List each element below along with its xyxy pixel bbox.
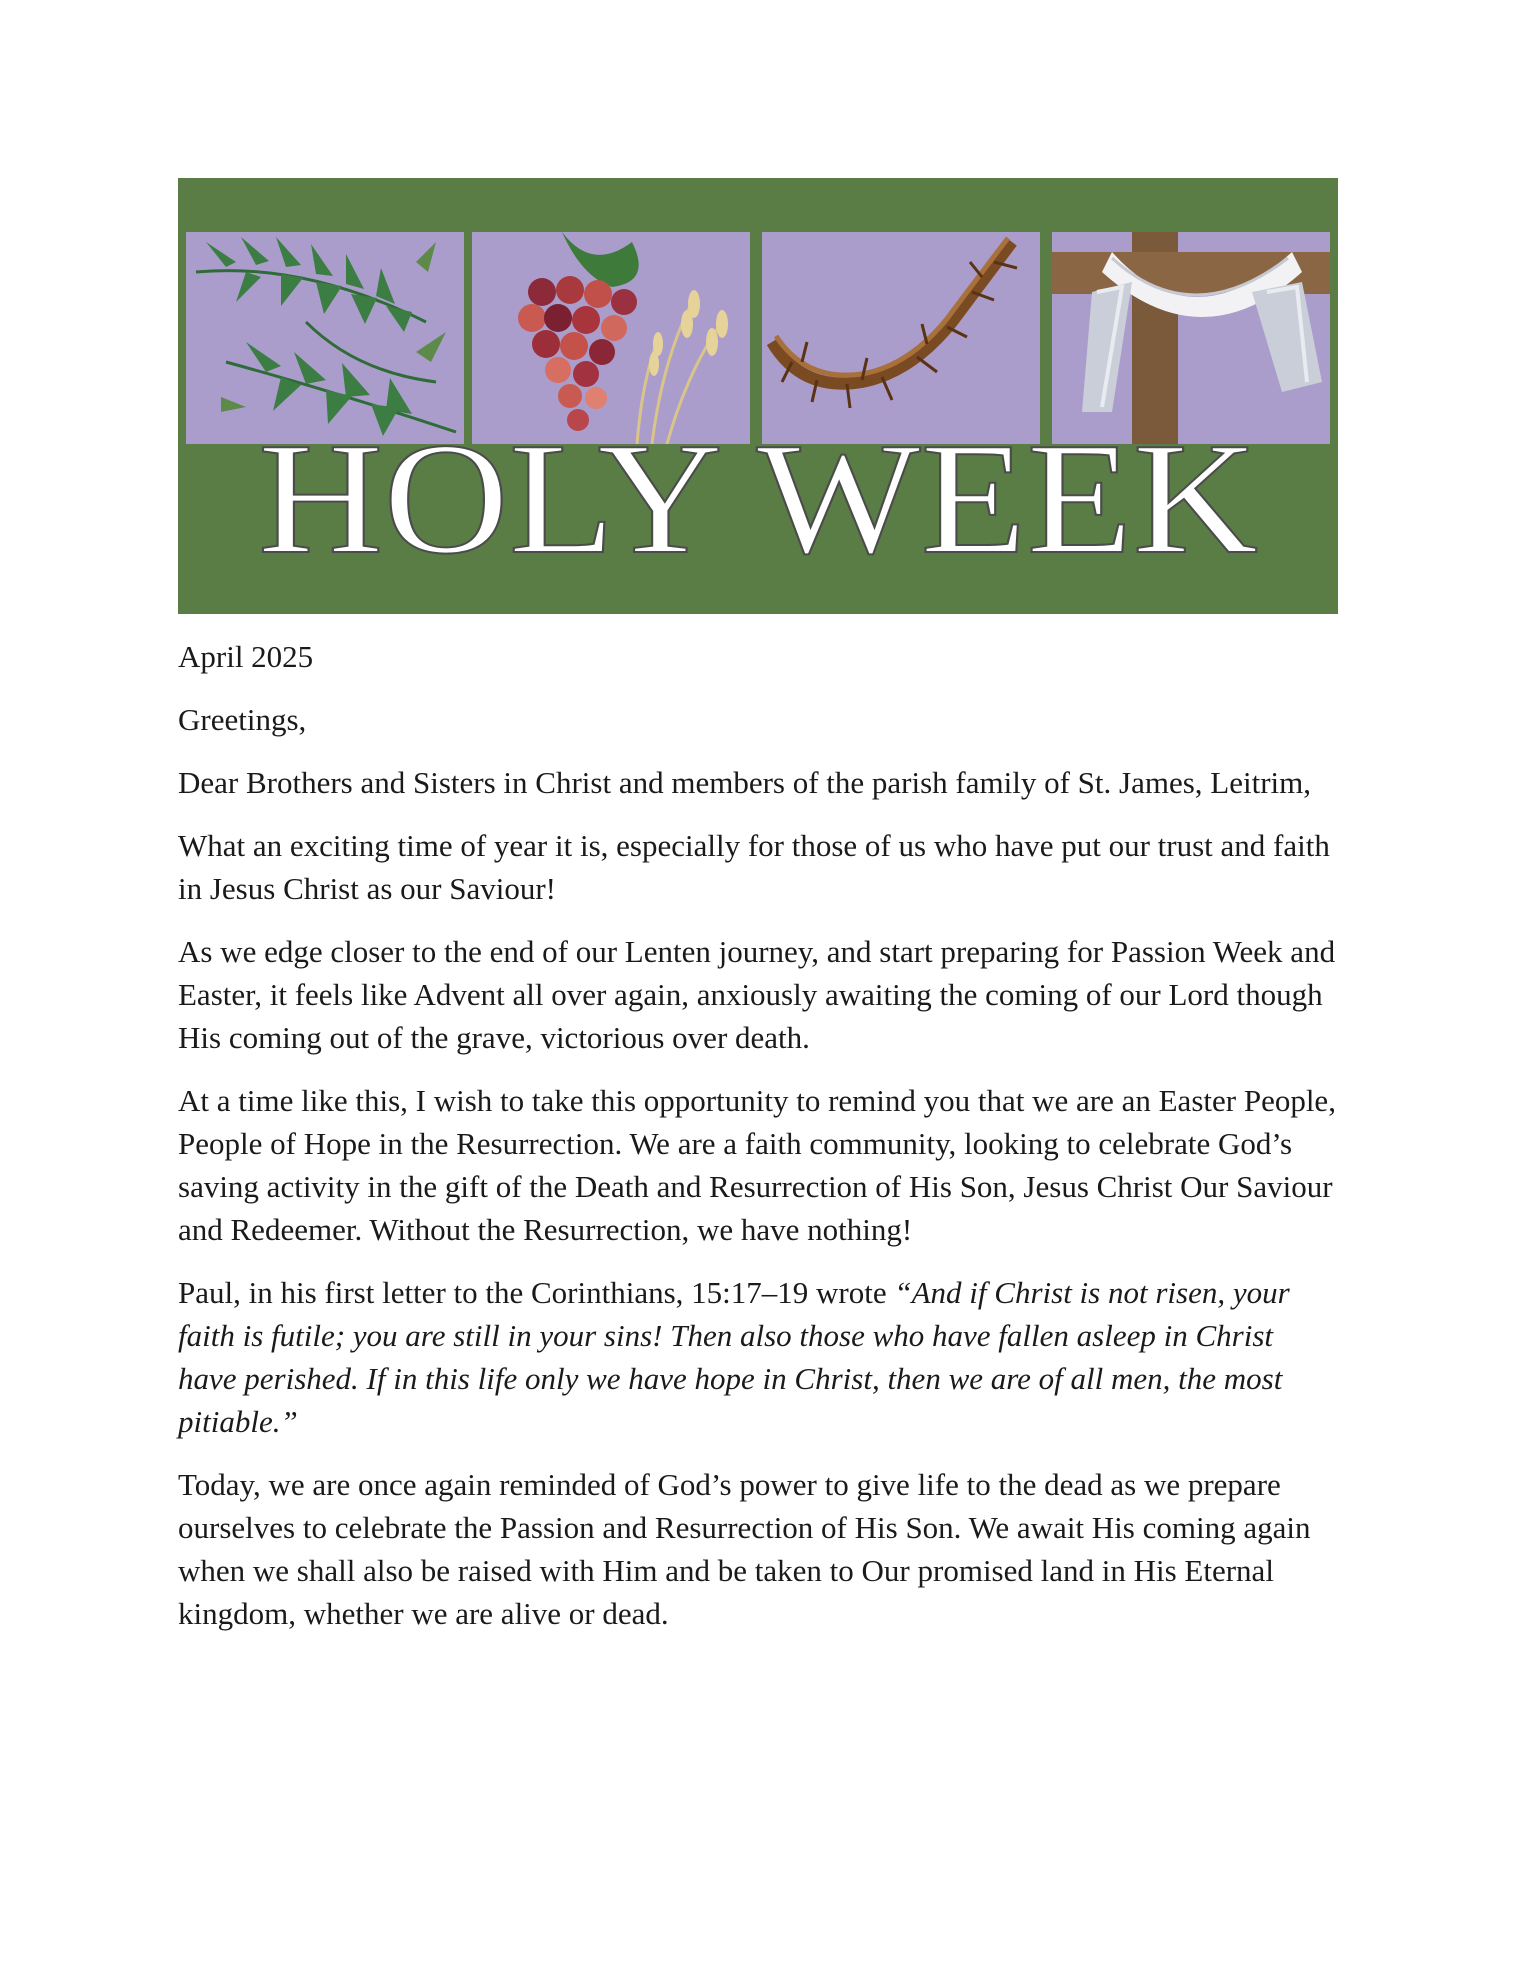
letter-paragraph-2: As we edge closer to the end of our Lenten journey, and start preparing for Passion Week and Easter, it feels like Advent all over again, anxiously awaiting the coming of our Lord though His coming out of the grave, victorious over death.: [178, 934, 1336, 1055]
palm-panel: [186, 232, 464, 444]
crown-of-thorns-icon: [762, 232, 1040, 444]
letter-body: [178, 635, 1338, 1655]
cross-panel: [1052, 232, 1330, 444]
banner-title-text: HOLY WEEK: [258, 430, 1258, 570]
grapes-panel: [472, 232, 750, 444]
crown-panel: [762, 232, 1040, 444]
letter-paragraph-4: [178, 1271, 1338, 1443]
grapes-wheat-icon: [472, 232, 750, 444]
letter-date: April 2025: [178, 639, 314, 674]
scripture-quote: “And if Christ is not risen, your faith is futile; you are still in your sins! Then also those who have fallen asleep in Christ have perished. If in this life only we have hope in Christ, then we are of all men, the most pitiable.”: [178, 1275, 1290, 1439]
letter-address: Dear Brothers and Sisters in Christ and members of the parish family of St. James, Leitrim,: [178, 765, 1311, 800]
letter-paragraph-3: At a time like this, I wish to take this opportunity to remind you that we are an Easter People, People of Hope in the Resurrection. We are a faith community, looking to celebrate God’s saving activity in the gift of the Death and Resurrection of His Son, Jesus Christ Our Saviour and Redeemer. Without the Resurrection, we have nothing!: [178, 1083, 1336, 1247]
quote-intro: Paul, in his first letter to the Corinthians, 15:17–19 wrote: [178, 1275, 895, 1310]
letter-paragraph-5: Today, we are once again reminded of God’s power to give life to the dead as we prepare ourselves to celebrate the Passion and Resurrection of His Son. We await His coming again when we shall also be raised with Him and be taken to Our promised land in His Eternal kingdom, whether we are alive or dead.: [178, 1467, 1311, 1631]
banner-title: [178, 430, 1338, 570]
letter-salutation: Greetings,: [178, 702, 307, 737]
letter-paragraph-1: What an exciting time of year it is, especially for those of us who have put our trust and faith in Jesus Christ as our Saviour!: [178, 828, 1330, 906]
cross-shroud-icon: [1052, 232, 1330, 444]
palm-branch-icon: [186, 232, 464, 444]
holy-week-banner: [178, 178, 1338, 614]
